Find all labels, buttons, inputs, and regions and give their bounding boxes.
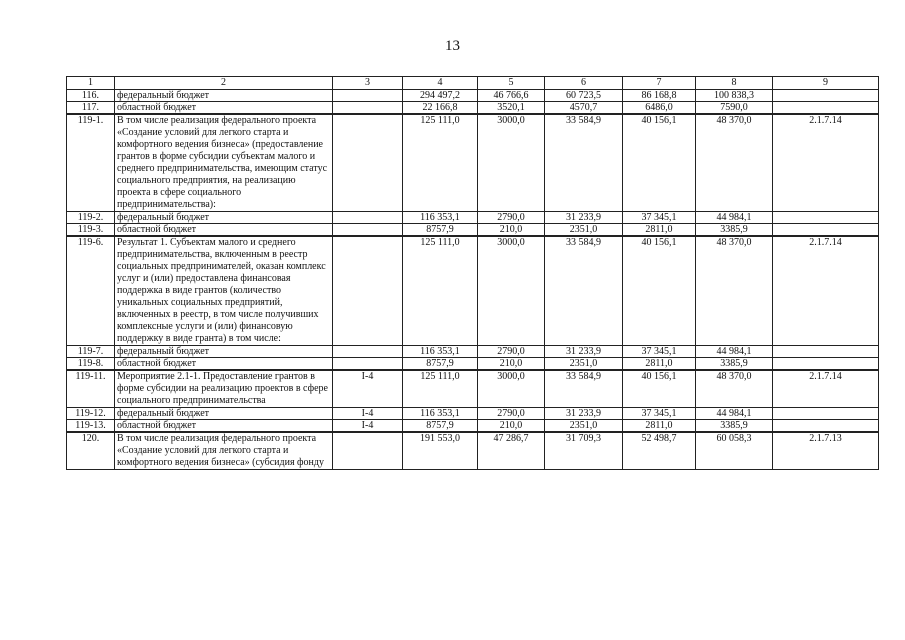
cell-col9 <box>773 102 879 115</box>
cell-col7: 37 345,1 <box>623 408 696 420</box>
column-header: 4 <box>403 77 478 90</box>
cell-col3: I-4 <box>333 370 403 408</box>
cell-col8: 48 370,0 <box>696 114 773 212</box>
column-header: 8 <box>696 77 773 90</box>
row-number: 119-2. <box>67 212 115 224</box>
cell-col6: 33 584,9 <box>545 370 623 408</box>
cell-col7: 37 345,1 <box>623 346 696 358</box>
table-row <box>67 236 879 346</box>
cell-col7: 2811,0 <box>623 224 696 237</box>
cell-col9: 2.1.7.14 <box>773 114 879 212</box>
cell-col4: 8757,9 <box>403 420 478 433</box>
row-description: федеральный бюджет <box>115 90 333 102</box>
row-number: 120. <box>67 432 115 470</box>
cell-col3 <box>333 346 403 358</box>
row-description: федеральный бюджет <box>115 408 333 420</box>
cell-col6: 31 233,9 <box>545 346 623 358</box>
cell-col4: 22 166,8 <box>403 102 478 115</box>
cell-col5: 210,0 <box>478 224 545 237</box>
row-number: 119-3. <box>67 224 115 237</box>
cell-col9 <box>773 212 879 224</box>
cell-col7: 2811,0 <box>623 358 696 371</box>
cell-col5: 210,0 <box>478 358 545 371</box>
cell-col6: 60 723,5 <box>545 90 623 102</box>
row-description: В том числе реализация федерального проекта «Создание условий для легкого старта и комфортного ведения бизнеса» (субсидия фонду <box>115 432 333 470</box>
cell-col3 <box>333 236 403 346</box>
column-header: 5 <box>478 77 545 90</box>
cell-col9 <box>773 358 879 371</box>
table-row <box>67 212 879 224</box>
cell-col4: 116 353,1 <box>403 212 478 224</box>
cell-col5: 3000,0 <box>478 370 545 408</box>
cell-col8: 60 058,3 <box>696 432 773 470</box>
table-row <box>67 358 879 371</box>
table-row <box>67 346 879 358</box>
cell-col5: 46 766,6 <box>478 90 545 102</box>
table-row <box>67 224 879 237</box>
cell-col6: 33 584,9 <box>545 114 623 212</box>
row-description: федеральный бюджет <box>115 346 333 358</box>
column-header: 7 <box>623 77 696 90</box>
cell-col5: 210,0 <box>478 420 545 433</box>
cell-col9 <box>773 224 879 237</box>
row-description: областной бюджет <box>115 420 333 433</box>
cell-col8: 3385,9 <box>696 420 773 433</box>
cell-col3: I-4 <box>333 420 403 433</box>
column-header: 2 <box>115 77 333 90</box>
cell-col3 <box>333 358 403 371</box>
cell-col3: I-4 <box>333 408 403 420</box>
cell-col8: 44 984,1 <box>696 212 773 224</box>
cell-col4: 125 111,0 <box>403 236 478 346</box>
row-description: областной бюджет <box>115 102 333 115</box>
cell-col6: 31 233,9 <box>545 212 623 224</box>
cell-col4: 125 111,0 <box>403 370 478 408</box>
cell-col4: 294 497,2 <box>403 90 478 102</box>
cell-col6: 31 709,3 <box>545 432 623 470</box>
cell-col8: 100 838,3 <box>696 90 773 102</box>
cell-col4: 8757,9 <box>403 358 478 371</box>
cell-col5: 3000,0 <box>478 236 545 346</box>
cell-col8: 48 370,0 <box>696 370 773 408</box>
column-header: 6 <box>545 77 623 90</box>
table-row <box>67 102 879 115</box>
cell-col7: 37 345,1 <box>623 212 696 224</box>
row-number: 119-12. <box>67 408 115 420</box>
cell-col5: 2790,0 <box>478 212 545 224</box>
cell-col8: 7590,0 <box>696 102 773 115</box>
cell-col3 <box>333 432 403 470</box>
cell-col3 <box>333 224 403 237</box>
row-description: Мероприятие 2.1-1. Предоставление грантов в форме субсидии на реализацию проектов в сфере социального предпринимательства <box>115 370 333 408</box>
table-header-row <box>67 77 879 90</box>
cell-col4: 116 353,1 <box>403 408 478 420</box>
row-number: 119-13. <box>67 420 115 433</box>
cell-col7: 52 498,7 <box>623 432 696 470</box>
cell-col7: 40 156,1 <box>623 114 696 212</box>
cell-col9 <box>773 346 879 358</box>
cell-col6: 2351,0 <box>545 420 623 433</box>
row-number: 116. <box>67 90 115 102</box>
cell-col7: 40 156,1 <box>623 236 696 346</box>
cell-col9 <box>773 420 879 433</box>
cell-col5: 2790,0 <box>478 408 545 420</box>
table-row <box>67 408 879 420</box>
cell-col7: 40 156,1 <box>623 370 696 408</box>
table-row <box>67 114 879 212</box>
cell-col6: 31 233,9 <box>545 408 623 420</box>
cell-col9 <box>773 408 879 420</box>
cell-col8: 3385,9 <box>696 224 773 237</box>
row-description: Результат 1. Субъектам малого и среднего предпринимательства, включенным в реестр социальных предпринимателей, оказан комплекс услуг и (или) предоставлена финансовая поддержка в виде грантов (количество уникальных социальных предприятий, включенных в реестр, в том числе получивших комплексные услуги и (или) финансовую поддержку в виде гранта) в том числе: <box>115 236 333 346</box>
cell-col6: 2351,0 <box>545 224 623 237</box>
cell-col8: 48 370,0 <box>696 236 773 346</box>
row-number: 119-7. <box>67 346 115 358</box>
cell-col6: 2351,0 <box>545 358 623 371</box>
column-header: 1 <box>67 77 115 90</box>
table-row <box>67 370 879 408</box>
table-row <box>67 420 879 433</box>
row-description: федеральный бюджет <box>115 212 333 224</box>
cell-col7: 6486,0 <box>623 102 696 115</box>
cell-col3 <box>333 102 403 115</box>
table-row <box>67 90 879 102</box>
cell-col7: 2811,0 <box>623 420 696 433</box>
cell-col9: 2.1.7.14 <box>773 370 879 408</box>
cell-col9: 2.1.7.14 <box>773 236 879 346</box>
row-number: 119-1. <box>67 114 115 212</box>
row-number: 119-11. <box>67 370 115 408</box>
cell-col4: 8757,9 <box>403 224 478 237</box>
cell-col5: 2790,0 <box>478 346 545 358</box>
cell-col3 <box>333 212 403 224</box>
cell-col9: 2.1.7.13 <box>773 432 879 470</box>
row-description: В том числе реализация федерального проекта «Создание условий для легкого старта и комфортного ведения бизнеса» (предоставление грантов в форме субсидии субъектам малого и среднего предпринимательства, имеющим статус социального предприятия, на реализацию проекта в сфере социального предпринимательства): <box>115 114 333 212</box>
row-number: 119-8. <box>67 358 115 371</box>
row-number: 117. <box>67 102 115 115</box>
row-description: областной бюджет <box>115 224 333 237</box>
cell-col4: 191 553,0 <box>403 432 478 470</box>
table-row <box>67 432 879 470</box>
row-description: областной бюджет <box>115 358 333 371</box>
cell-col4: 125 111,0 <box>403 114 478 212</box>
cell-col3 <box>333 114 403 212</box>
column-header: 3 <box>333 77 403 90</box>
cell-col8: 44 984,1 <box>696 346 773 358</box>
column-header: 9 <box>773 77 879 90</box>
page-number: 13 <box>445 38 460 54</box>
cell-col9 <box>773 90 879 102</box>
cell-col6: 33 584,9 <box>545 236 623 346</box>
cell-col5: 3520,1 <box>478 102 545 115</box>
budget-table <box>66 76 879 470</box>
cell-col5: 47 286,7 <box>478 432 545 470</box>
cell-col5: 3000,0 <box>478 114 545 212</box>
cell-col8: 44 984,1 <box>696 408 773 420</box>
cell-col8: 3385,9 <box>696 358 773 371</box>
cell-col4: 116 353,1 <box>403 346 478 358</box>
cell-col3 <box>333 90 403 102</box>
cell-col7: 86 168,8 <box>623 90 696 102</box>
row-number: 119-6. <box>67 236 115 346</box>
cell-col6: 4570,7 <box>545 102 623 115</box>
